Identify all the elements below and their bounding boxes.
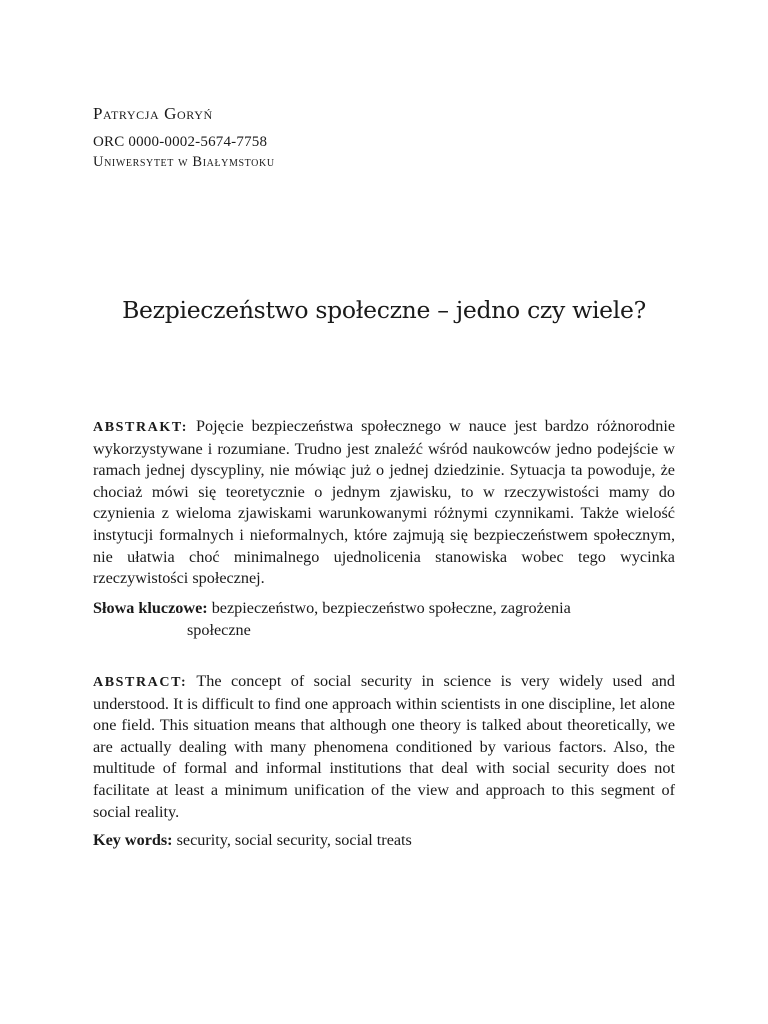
keywords-polish-label: Słowa kluczowe:	[93, 599, 208, 617]
keywords-polish-text: bezpieczeństwo, bezpieczeństwo społeczne, zagrożenia	[211, 599, 571, 617]
abstract-polish-text: Pojęcie bezpieczeństwa społecznego w nauce jest bardzo różnorodnie wykorzystywane i rozumiane. Trudno jest znaleźć wśród naukowców jedno podejście w ramach jednej dyscypliny, nie mówiąc już o jednej dziedzinie. Sytuacja ta powoduje, że chociaż mówi się teoretycznie o jednym zjawisku, to w rzeczywistości mamy do czynienia z wieloma zjawiskami warunkowanymi różnymi czynnikami. Także wielość instytucji formalnych i nieformalnych, które zajmują się bezpieczeństwem społecznym, nie ułatwia choć minimalnego ujednolicenia stanowiska wobec tego wycinka rzeczywistości społecznej.	[93, 417, 676, 588]
abstract-polish-label: ABSTRAKT:	[93, 420, 189, 435]
orcid-id: ORC 0000-0002-5674-7758	[93, 134, 268, 150]
keywords-english-label: Key words:	[93, 831, 173, 849]
keywords-polish-text-cont: społeczne	[187, 621, 251, 639]
article-page	[93, 0, 675, 1024]
keywords-polish	[93, 597, 675, 641]
abstract-polish	[93, 416, 675, 590]
author-name: Patrycja Goryń	[93, 104, 213, 123]
keywords-english	[93, 829, 675, 851]
author-affiliation: Uniwersytet w Białymstoku	[93, 154, 275, 170]
article-title: Bezpieczeństwo społeczne – jedno czy wiele?	[122, 296, 646, 324]
abstract-english-label: ABSTRACT:	[93, 675, 188, 690]
abstract-english-text: The concept of social security in science is very widely used and understood. It is difficult to find one approach within scientists in one discipline, let alone one field. This situation means that although one theory is talked about theoretically, we are actually dealing with many phenomena conditioned by various factors. Also, the multitude of formal and informal institutions that deal with social security does not facilitate at least a minimum unification of the view and approach to this segment of social reality.	[93, 672, 675, 821]
keywords-english-text: security, social security, social treats	[176, 831, 412, 849]
abstract-english	[93, 671, 675, 823]
